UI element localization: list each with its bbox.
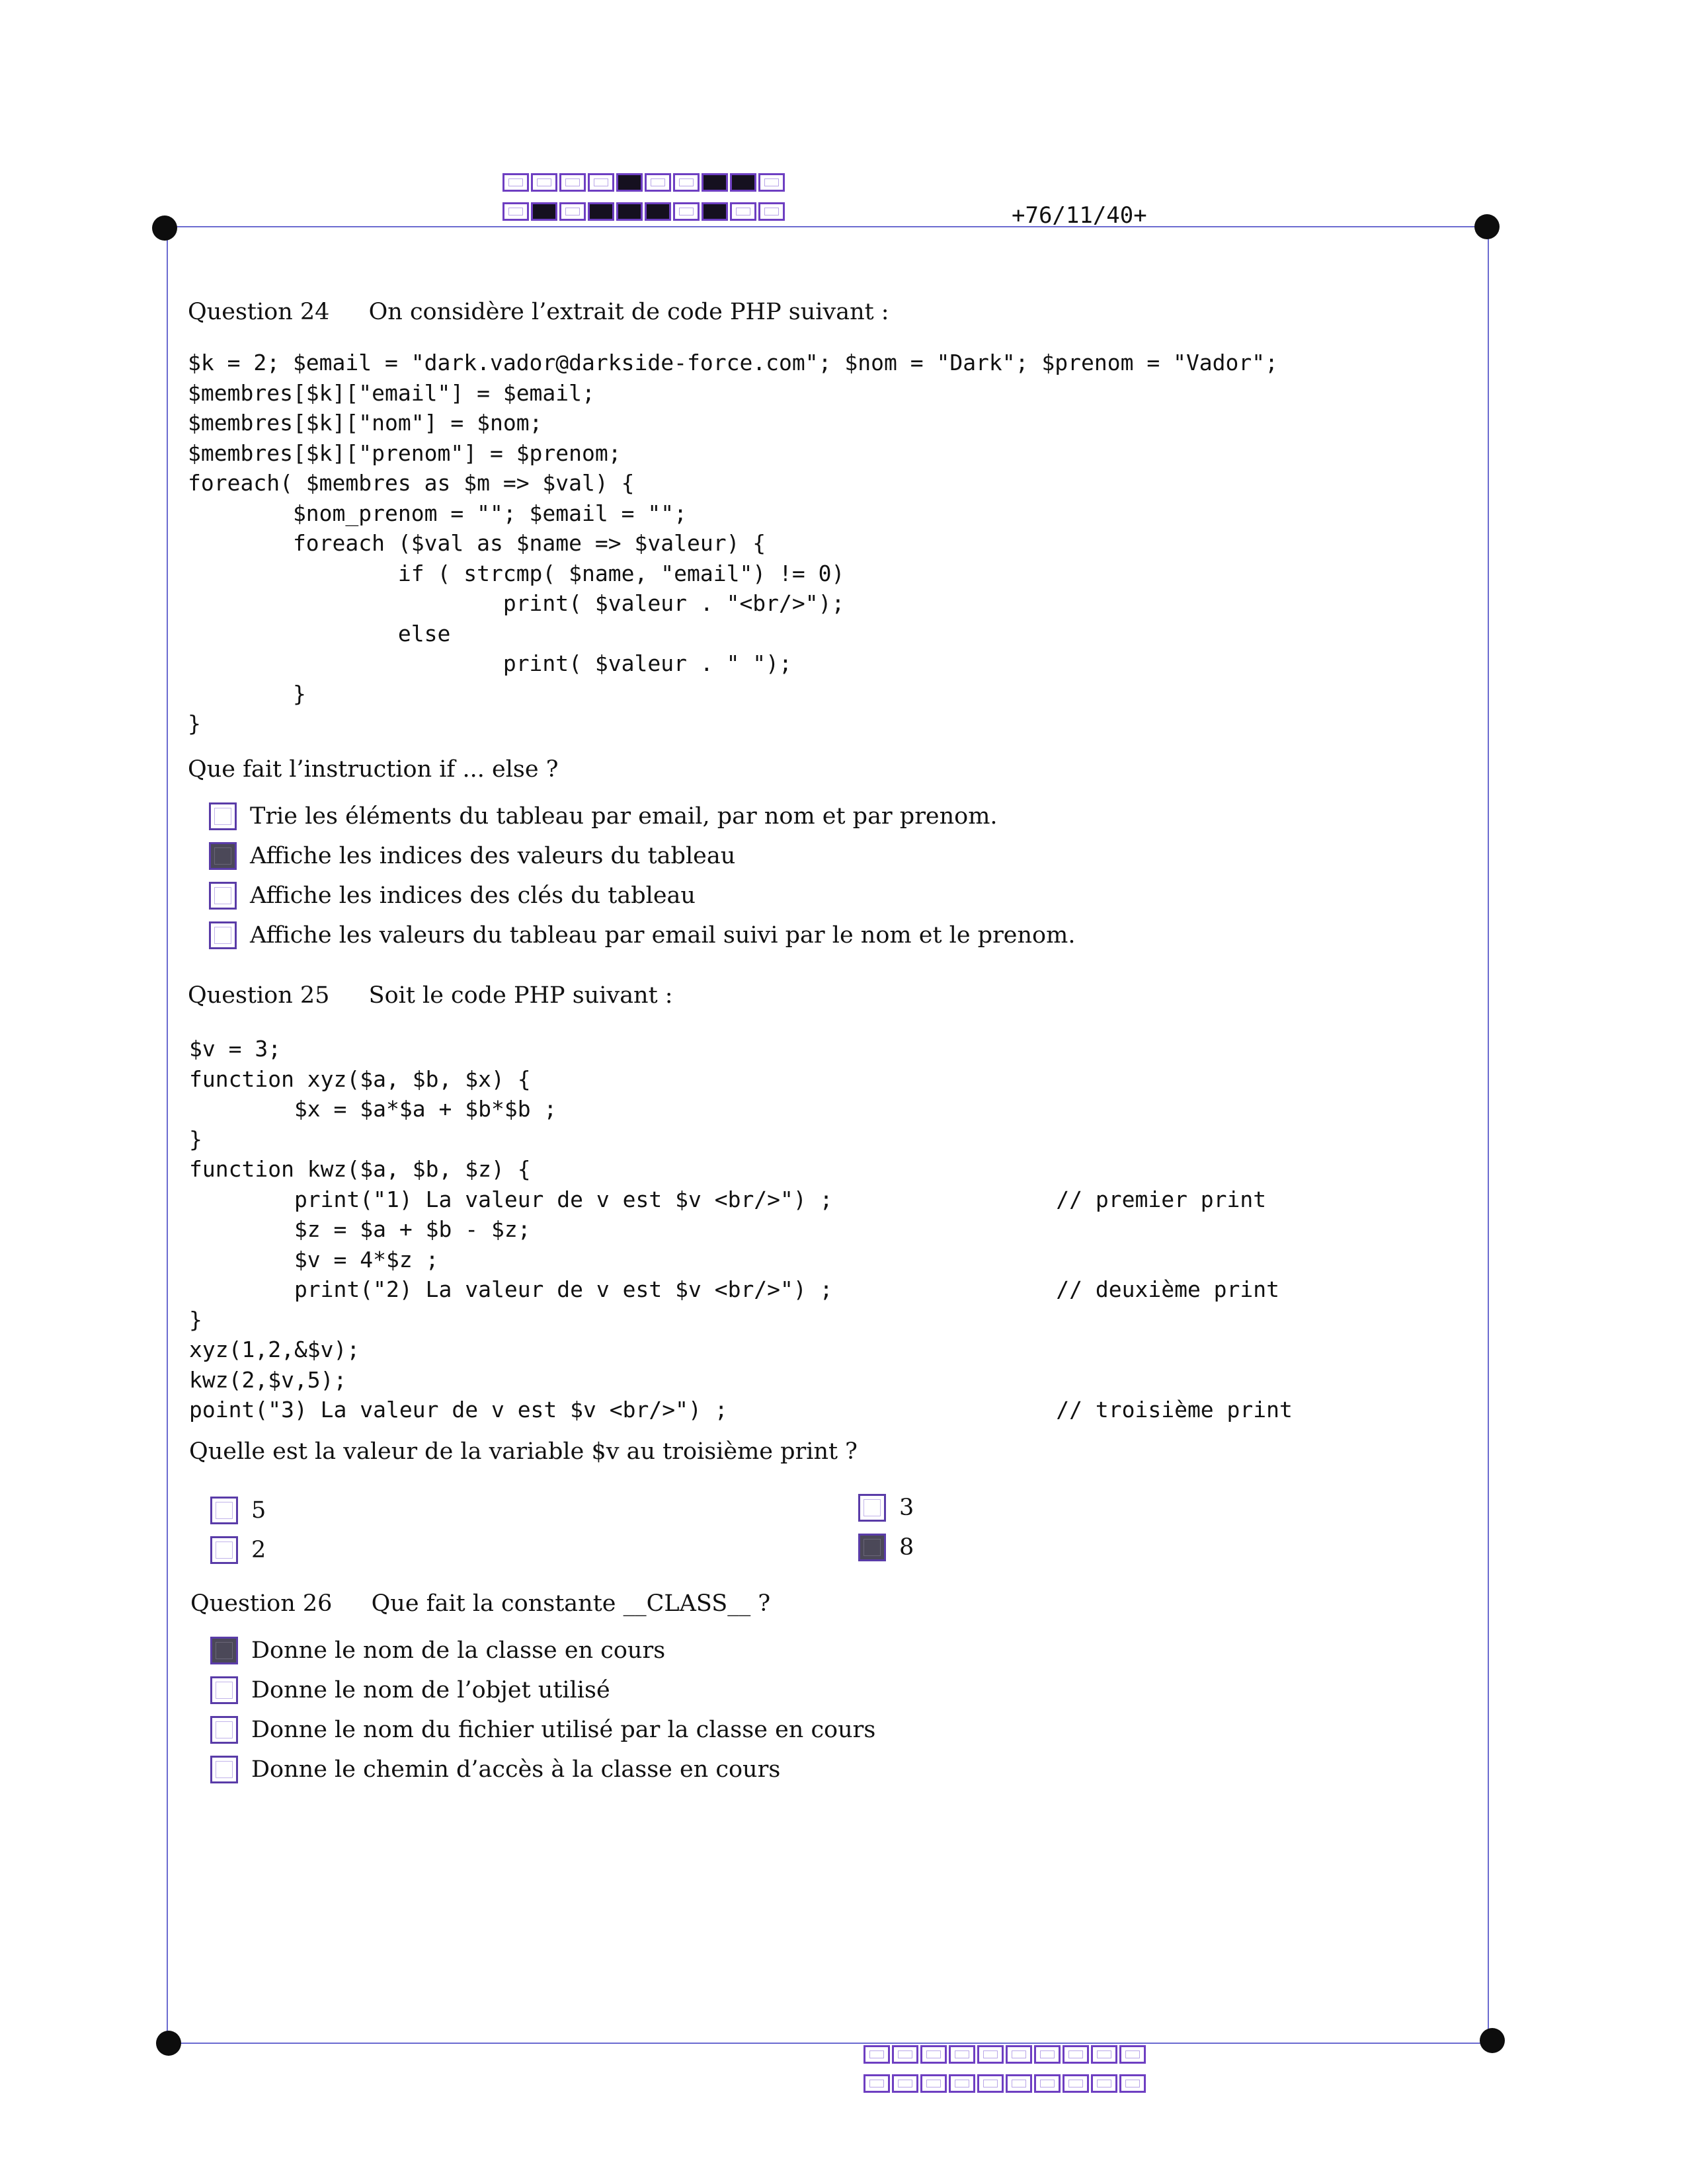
checkbox[interactable] [210, 1497, 238, 1524]
code-cell [863, 2045, 890, 2064]
code-cell [588, 202, 614, 221]
question-label: Question 26 [190, 1590, 333, 1617]
bottom-code-row-1 [863, 2045, 1148, 2064]
code-cell [1119, 2074, 1146, 2093]
php-code-block: $v = 3; function xyz($a, $b, $x) { $x = $a*$a + $b*$b ; } function kwz($a, $b, $z) { print("1) La valeur de v est $v <br/>") ; // premier print $z = $a + $b - $z; $v = 4*$z ; print("2) La valeur de v est $v <br/>") ; // deuxième print } xyz(1,2,&$v); kwz(2,$v,5); point("3) La valeur de v est $v <br/>") ; // troisième print [189, 1036, 1293, 1423]
code-cell [949, 2045, 975, 2064]
answer-choice[interactable] [210, 1716, 875, 1744]
top-code-row-1 [502, 173, 787, 192]
checkbox[interactable] [210, 1756, 238, 1783]
answer-choice[interactable] [858, 1534, 914, 1561]
code-cell [616, 173, 643, 192]
question-prompt: Que fait l’instruction if ... else ? [188, 756, 559, 783]
choice-label: Affiche les indices des clés du tableau [250, 882, 696, 909]
answer-choice[interactable] [210, 1676, 610, 1704]
corner-marker-top-right [1474, 214, 1500, 239]
checkbox[interactable] [210, 1716, 238, 1744]
bottom-code-row-2 [863, 2074, 1148, 2093]
answer-choice[interactable] [210, 1536, 266, 1564]
code-cell [645, 202, 671, 221]
answer-choice[interactable] [209, 802, 998, 830]
corner-marker-bottom-right [1480, 2028, 1505, 2053]
checkbox-checked[interactable] [210, 1637, 238, 1664]
choice-label: Trie les éléments du tableau par email, par nom et par prenom. [250, 803, 998, 830]
checkbox[interactable] [209, 882, 237, 910]
php-code-block: $k = 2; $email = "dark.vador@darkside-force.com"; $nom = "Dark"; $prenom = "Vador"; $membres[$k]["email"] = $email; $membres[$k]["nom"] = $nom; $membres[$k]["prenom"] = $prenom; foreach( $membres as $m => $val) { $nom_prenom = ""; $email = ""; foreach ($val as $name => $valeur) { if ( strcmp( $name, "email") != 0) print( $valeur . "<br/>"); else print( $valeur . " "); } } [188, 350, 1279, 736]
code-cell [863, 2074, 890, 2093]
code-cell [920, 2074, 947, 2093]
question-title: Soit le code PHP suivant : [368, 982, 673, 1009]
choice-label: Donne le nom de la classe en cours [251, 1637, 666, 1664]
code-cell [758, 173, 785, 192]
choice-label: 3 [899, 1495, 914, 1521]
code-cell [730, 202, 756, 221]
choice-label: Affiche les indices des valeurs du tableau [250, 843, 736, 869]
code-cell [1119, 2045, 1146, 2064]
choice-label: Donne le chemin d’accès à la classe en cours [251, 1756, 781, 1783]
code-cell [559, 202, 586, 221]
answer-choice[interactable] [210, 1756, 780, 1783]
code-cell [616, 202, 643, 221]
code-cell [1063, 2045, 1089, 2064]
question-26-header [190, 1590, 770, 1617]
code-cell [645, 173, 671, 192]
code-cell [1006, 2045, 1032, 2064]
question-25-header [188, 982, 673, 1009]
question-24-header [188, 299, 889, 325]
top-code-row-2 [502, 202, 787, 221]
code-cell [702, 202, 728, 221]
question-prompt: Quelle est la valeur de la variable $v au troisième print ? [189, 1438, 858, 1465]
checkbox-checked[interactable] [858, 1534, 886, 1561]
code-cell [559, 173, 586, 192]
code-cell [1034, 2045, 1061, 2064]
choice-label: 8 [899, 1534, 914, 1561]
code-cell [949, 2074, 975, 2093]
checkbox[interactable] [210, 1676, 238, 1704]
code-cell [1006, 2074, 1032, 2093]
code-cell [892, 2074, 918, 2093]
answer-choice[interactable] [210, 1637, 665, 1664]
question-title: Que fait la constante __CLASS__ ? [371, 1590, 771, 1617]
code-cell [1034, 2074, 1061, 2093]
answer-choice[interactable] [210, 1497, 266, 1524]
code-cell [892, 2045, 918, 2064]
choice-label: 2 [251, 1537, 266, 1563]
checkbox[interactable] [210, 1536, 238, 1564]
corner-marker-top-left [152, 215, 177, 241]
code-cell [977, 2074, 1004, 2093]
sheet-id: +76/11/40+ [1012, 202, 1147, 229]
code-cell [673, 202, 700, 221]
code-cell [1091, 2074, 1117, 2093]
answer-choice[interactable] [209, 882, 696, 910]
code-cell [1063, 2074, 1089, 2093]
code-cell [531, 202, 557, 221]
checkbox[interactable] [209, 802, 237, 830]
code-cell [702, 173, 728, 192]
code-cell [977, 2045, 1004, 2064]
choice-label: Donne le nom du fichier utilisé par la classe en cours [251, 1717, 876, 1743]
question-label: Question 25 [188, 982, 330, 1009]
code-cell [588, 173, 614, 192]
choice-label: 5 [251, 1497, 266, 1524]
answer-choice[interactable] [858, 1494, 914, 1522]
question-title: On considère l’extrait de code PHP suivant : [368, 299, 889, 325]
code-cell [758, 202, 785, 221]
question-label: Question 24 [188, 299, 330, 325]
code-cell [673, 173, 700, 192]
code-cell [730, 173, 756, 192]
checkbox[interactable] [209, 921, 237, 949]
answer-choice[interactable] [209, 921, 1075, 949]
checkbox-checked[interactable] [209, 842, 237, 870]
code-cell [531, 173, 557, 192]
choice-label: Donne le nom de l’objet utilisé [251, 1677, 610, 1703]
code-cell [502, 202, 529, 221]
choice-label: Affiche les valeurs du tableau par email suivi par le nom et le prenom. [250, 922, 1076, 949]
corner-marker-bottom-left [156, 2031, 181, 2056]
answer-choice[interactable] [209, 842, 735, 870]
code-cell [1091, 2045, 1117, 2064]
code-cell [502, 173, 529, 192]
code-cell [920, 2045, 947, 2064]
checkbox[interactable] [858, 1494, 886, 1522]
